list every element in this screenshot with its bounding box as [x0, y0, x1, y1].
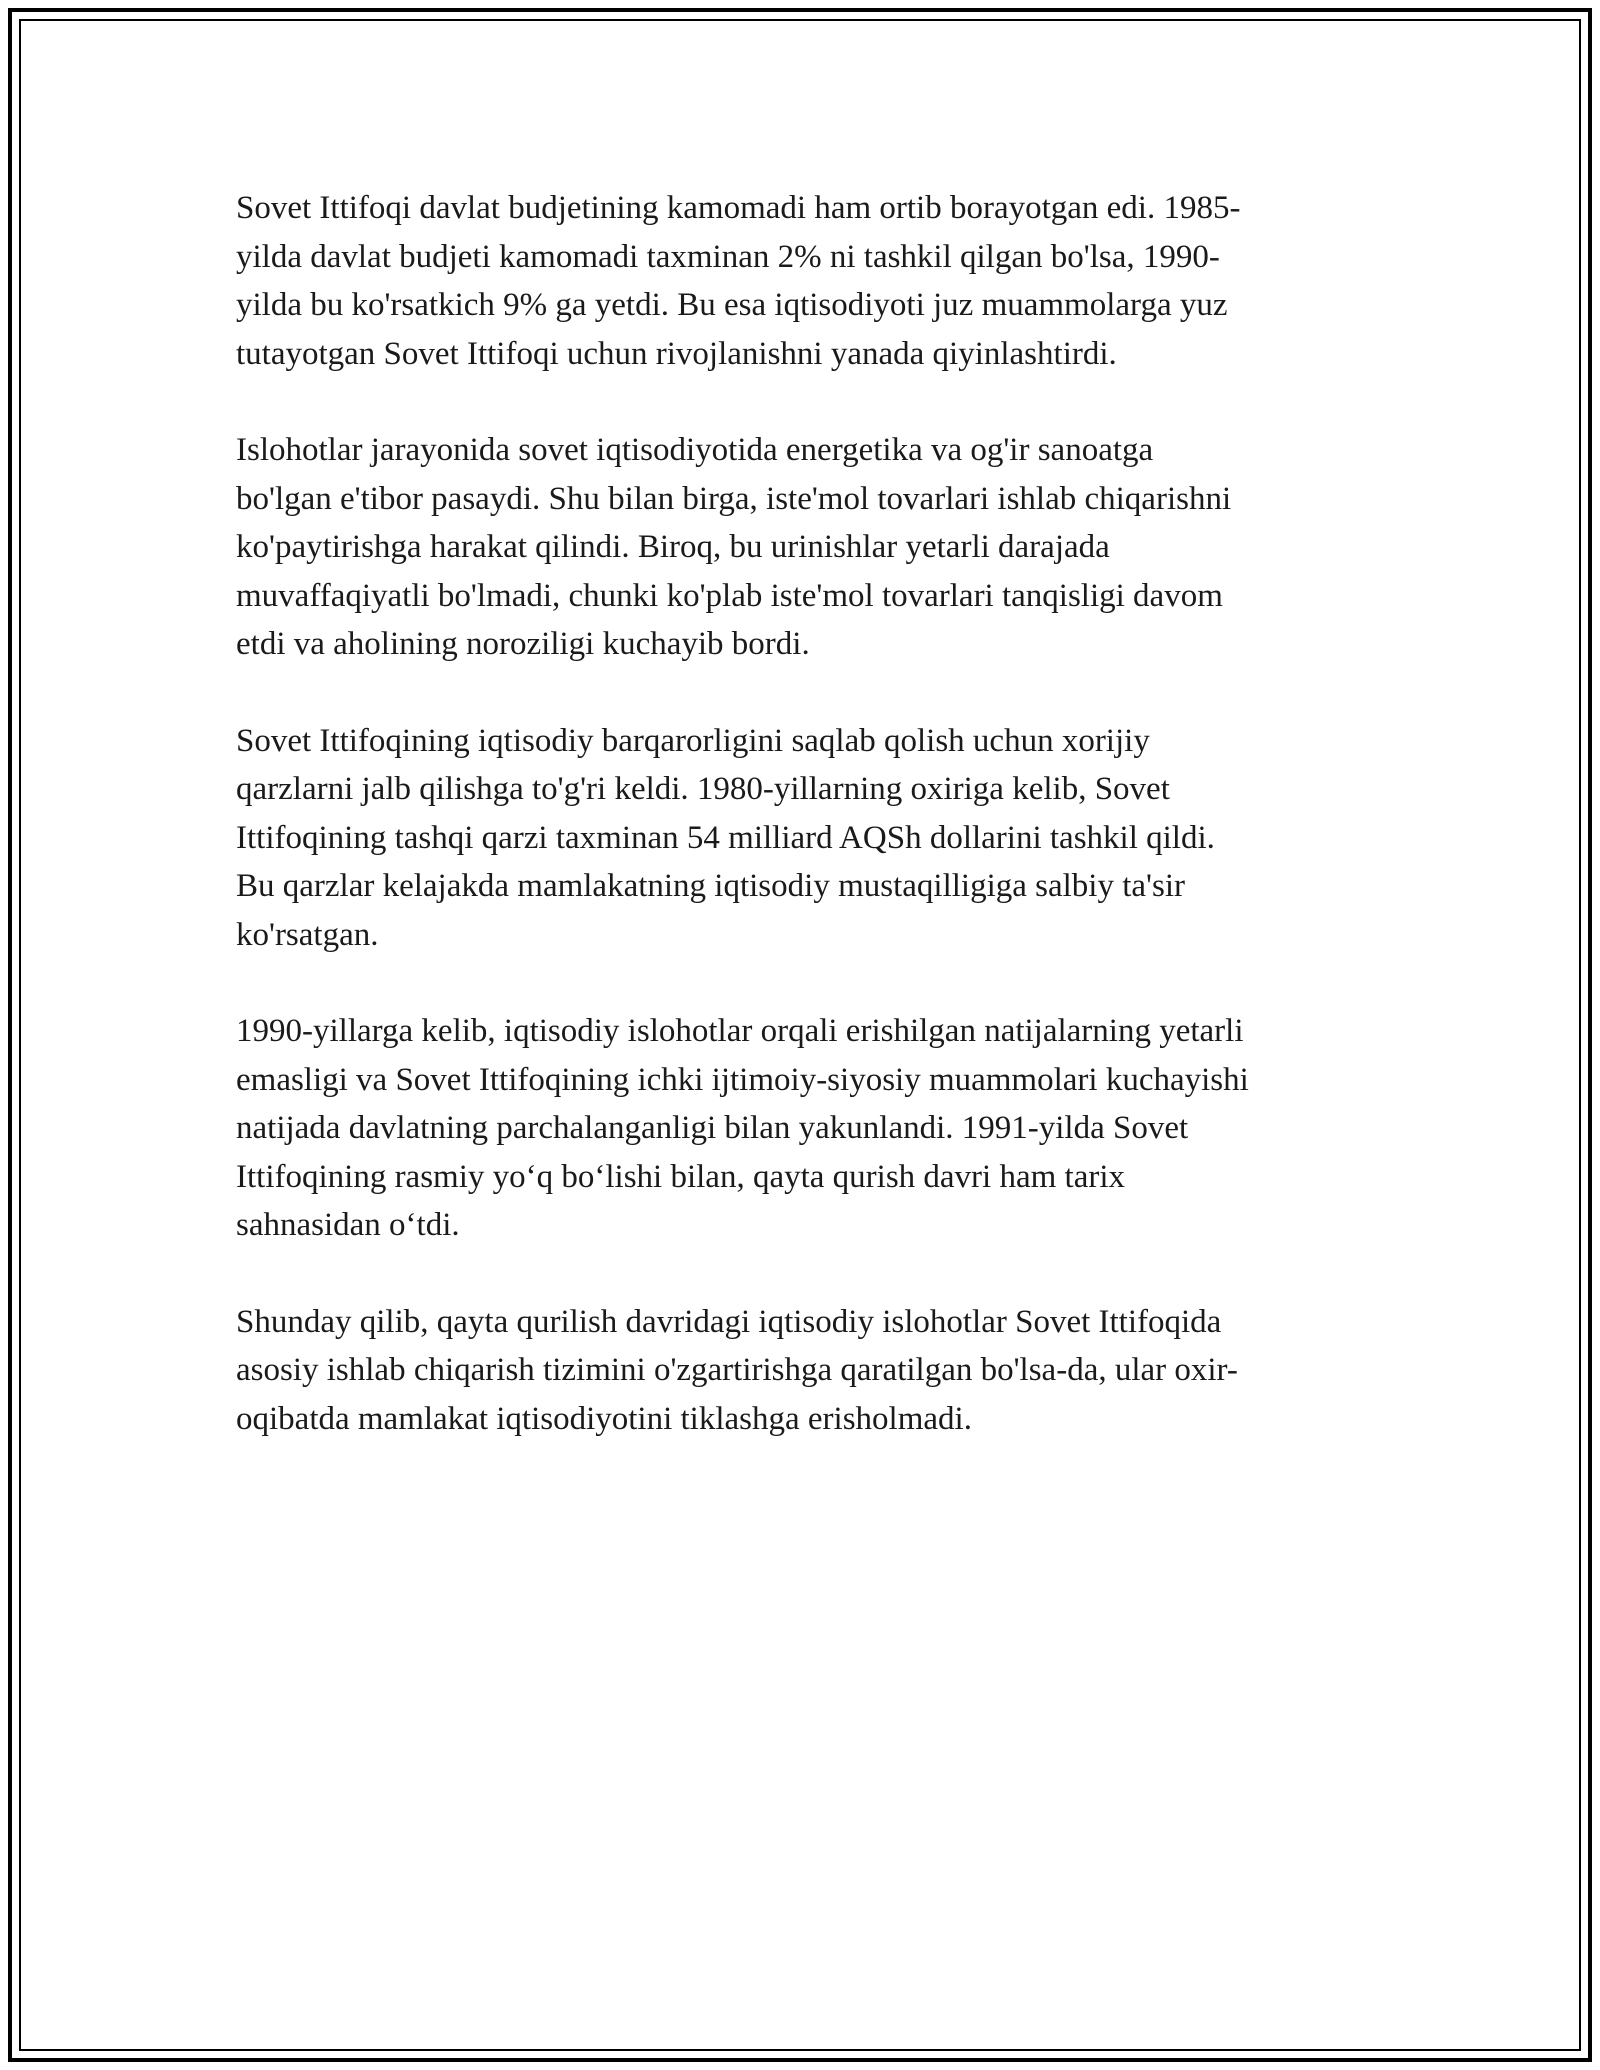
text-line: qarzlarni jalb qilishga to'g'ri keldi. 1980-yillarning oxiriga kelib, Sovet	[236, 771, 1170, 807]
text-line: etdi va aholining noroziligi kuchayib bordi.	[236, 626, 810, 662]
text-line: tutayotgan Sovet Ittifoqi uchun rivojlanishni yanada qiyinlashtirdi.	[236, 335, 1117, 372]
text-line: ko'rsatgan.	[236, 916, 379, 953]
text-line: asosiy ishlab chiqarish tizimini o'zgartirishga qaratilgan bo'lsa-da, ular oxir-	[236, 1352, 1238, 1388]
paragraph-2	[236, 426, 1366, 669]
text-line: Sovet Ittifoqi davlat budjetining kamomadi ham ortib borayotgan edi. 1985-	[236, 190, 1241, 226]
text-line: emasligi va Sovet Ittifoqining ichki ijtimoiy-siyosiy muammolari kuchayishi	[236, 1061, 1249, 1098]
paragraph-3	[236, 717, 1366, 960]
text-line: Ittifoqining rasmiy yo‘q bo‘lishi bilan, qayta qurish davri ham tarix	[236, 1158, 1126, 1195]
text-line: yilda bu ko'rsatkich 9% ga yetdi. Bu esa iqtisodiyoti juz muammolarga yuz	[236, 287, 1228, 323]
document-body	[236, 184, 1366, 1491]
text-line: muvaffaqiyatli bo'lmadi, chunki ko'plab iste'mol tovarlari tanqisligi davom	[236, 577, 1223, 614]
text-line: bo'lgan e'tibor pasaydi. Shu bilan birga, iste'mol tovarlari ishlab chiqarishni	[236, 480, 1232, 517]
text-line: Sovet Ittifoqining iqtisodiy barqarorligini saqlab qolish uchun xorijiy	[236, 722, 1150, 759]
paragraph-5	[236, 1298, 1366, 1444]
text-line: Islohotlar jarayonida sovet iqtisodiyotida energetika va og'ir sanoatga	[236, 432, 1154, 468]
text-line: ko'paytirishga harakat qilindi. Biroq, bu urinishlar yetarli darajada	[236, 529, 1110, 565]
paragraph-4	[236, 1007, 1366, 1250]
text-line: 1990-yillarga kelib, iqtisodiy islohotlar orqali erishilgan natijalarning yetarli	[236, 1013, 1244, 1049]
text-line: Bu qarzlar kelajakda mamlakatning iqtisodiy mustaqilligiga salbiy ta'sir	[236, 868, 1185, 904]
text-line: Shunday qilib, qayta qurilish davridagi iqtisodiy islohotlar Sovet Ittifoqida	[236, 1303, 1222, 1340]
text-line: Ittifoqining tashqi qarzi taxminan 54 milliard AQSh dollarini tashkil qildi.	[236, 819, 1215, 856]
text-line: oqibatda mamlakat iqtisodiyotini tiklashga erisholmadi.	[236, 1400, 972, 1437]
text-line: yilda davlat budjeti kamomadi taxminan 2% ni tashkil qilgan bo'lsa, 1990-	[236, 238, 1220, 275]
text-line: natijada davlatning parchalanganligi bilan yakunlandi. 1991-yilda Sovet	[236, 1110, 1189, 1146]
text-line: sahnasidan o‘tdi.	[236, 1207, 460, 1243]
paragraph-1	[236, 184, 1366, 378]
